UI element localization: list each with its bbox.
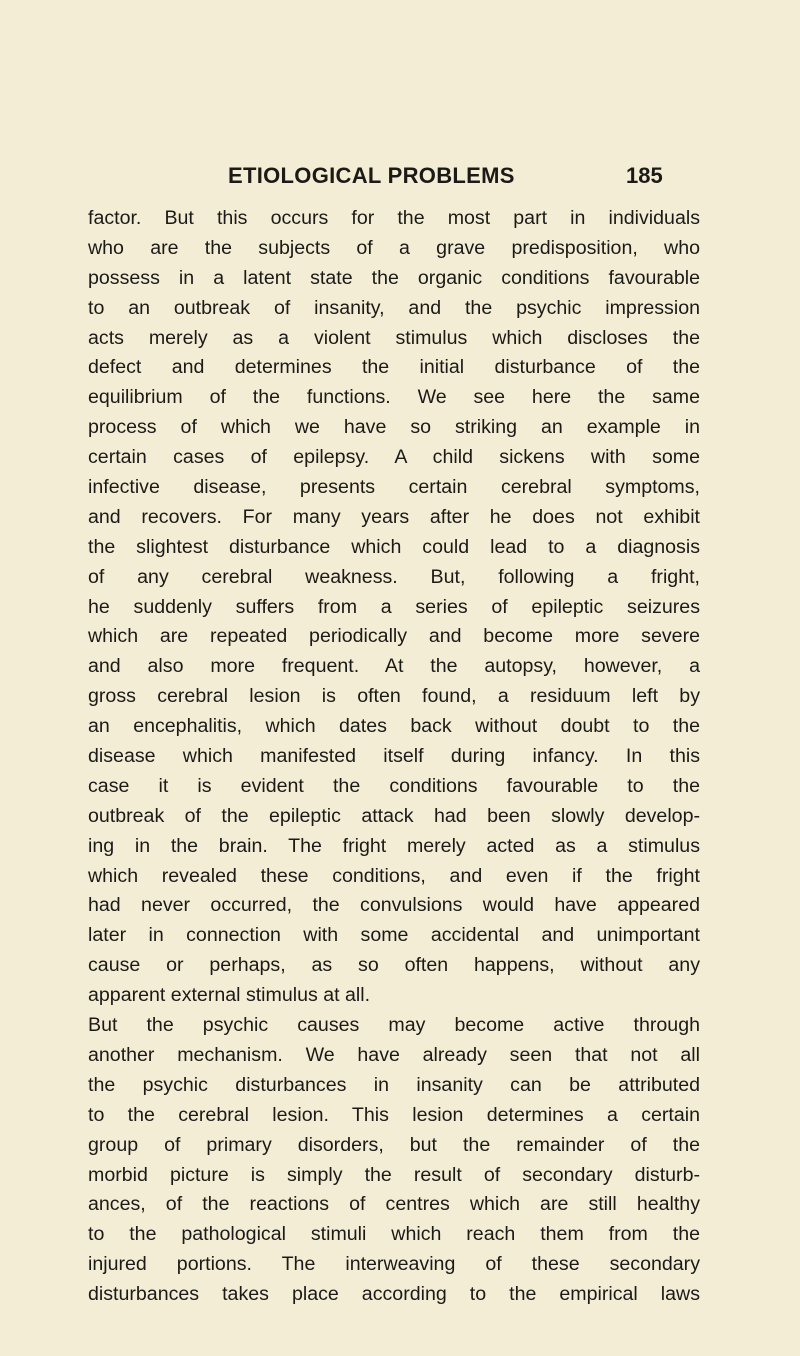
- text-line: which revealed these conditions, and even if the fright: [88, 864, 700, 887]
- text-line: ing in the brain. The fright merely acted as a stimulus: [88, 834, 700, 857]
- text-line: had never occurred, the convulsions would have appeared: [88, 894, 700, 917]
- text-line: and also more frequent. At the autopsy, however, a: [88, 655, 700, 678]
- text-line: the psychic disturbances in insanity can be attributed: [88, 1073, 700, 1096]
- text-line: another mechanism. We have already seen that not all: [88, 1043, 700, 1066]
- text-line: disturbances takes place according to the empirical laws: [88, 1283, 700, 1306]
- text-line: morbid picture is simply the result of secondary disturb-: [88, 1163, 700, 1186]
- text-line: defect and determines the initial disturbance of the: [88, 356, 700, 379]
- text-line: outbreak of the epileptic attack had been slowly develop-: [88, 804, 700, 827]
- text-line: equilibrium of the functions. We see here the same: [88, 386, 700, 409]
- text-line: injured portions. The interweaving of these secondary: [88, 1253, 700, 1276]
- text-line: to an outbreak of insanity, and the psychic impression: [88, 296, 700, 319]
- text-line: gross cerebral lesion is often found, a residuum left by: [88, 685, 700, 708]
- text-line: apparent external stimulus at all.: [88, 984, 371, 1007]
- text-line: to the pathological stimuli which reach them from the: [88, 1223, 700, 1246]
- text-line: factor. But this occurs for the most part in individuals: [88, 207, 700, 229]
- page-header: [0, 163, 800, 193]
- text-line: to the cerebral lesion. This lesion determines a certain: [88, 1103, 700, 1126]
- text-line: case it is evident the conditions favourable to the: [88, 774, 700, 797]
- text-line: ances, of the reactions of centres which are still healthy: [88, 1193, 700, 1216]
- text-line: he suddenly suffers from a series of epileptic seizures: [88, 595, 700, 618]
- text-line: and recovers. For many years after he does not exhibit: [88, 505, 700, 528]
- text-line: infective disease, presents certain cerebral symptoms,: [88, 476, 700, 499]
- running-title: ETIOLOGICAL PROBLEMS: [228, 163, 515, 188]
- text-line: cause or perhaps, as so often happens, without any: [88, 954, 700, 977]
- text-line: of any cerebral weakness. But, following a fright,: [88, 565, 700, 588]
- page-number: 185: [626, 163, 663, 188]
- text-line: disease which manifested itself during infancy. In this: [88, 745, 700, 768]
- text-line: But the psychic causes may become active through: [88, 1014, 700, 1037]
- text-line: an encephalitis, which dates back without doubt to the: [88, 715, 700, 738]
- text-line: who are the subjects of a grave predisposition, who: [88, 236, 700, 259]
- text-line: which are repeated periodically and become more severe: [88, 625, 700, 648]
- body-text: [88, 204, 700, 1310]
- text-line: group of primary disorders, but the remainder of the: [88, 1133, 700, 1156]
- text-line: later in connection with some accidental and unimportant: [88, 924, 700, 947]
- text-line: certain cases of epilepsy. A child sickens with some: [88, 446, 700, 469]
- text-line: process of which we have so striking an example in: [88, 416, 700, 439]
- text-line: the slightest disturbance which could lead to a diagnosis: [88, 535, 700, 558]
- text-line: possess in a latent state the organic conditions favourable: [88, 266, 700, 289]
- text-line: acts merely as a violent stimulus which discloses the: [88, 326, 700, 349]
